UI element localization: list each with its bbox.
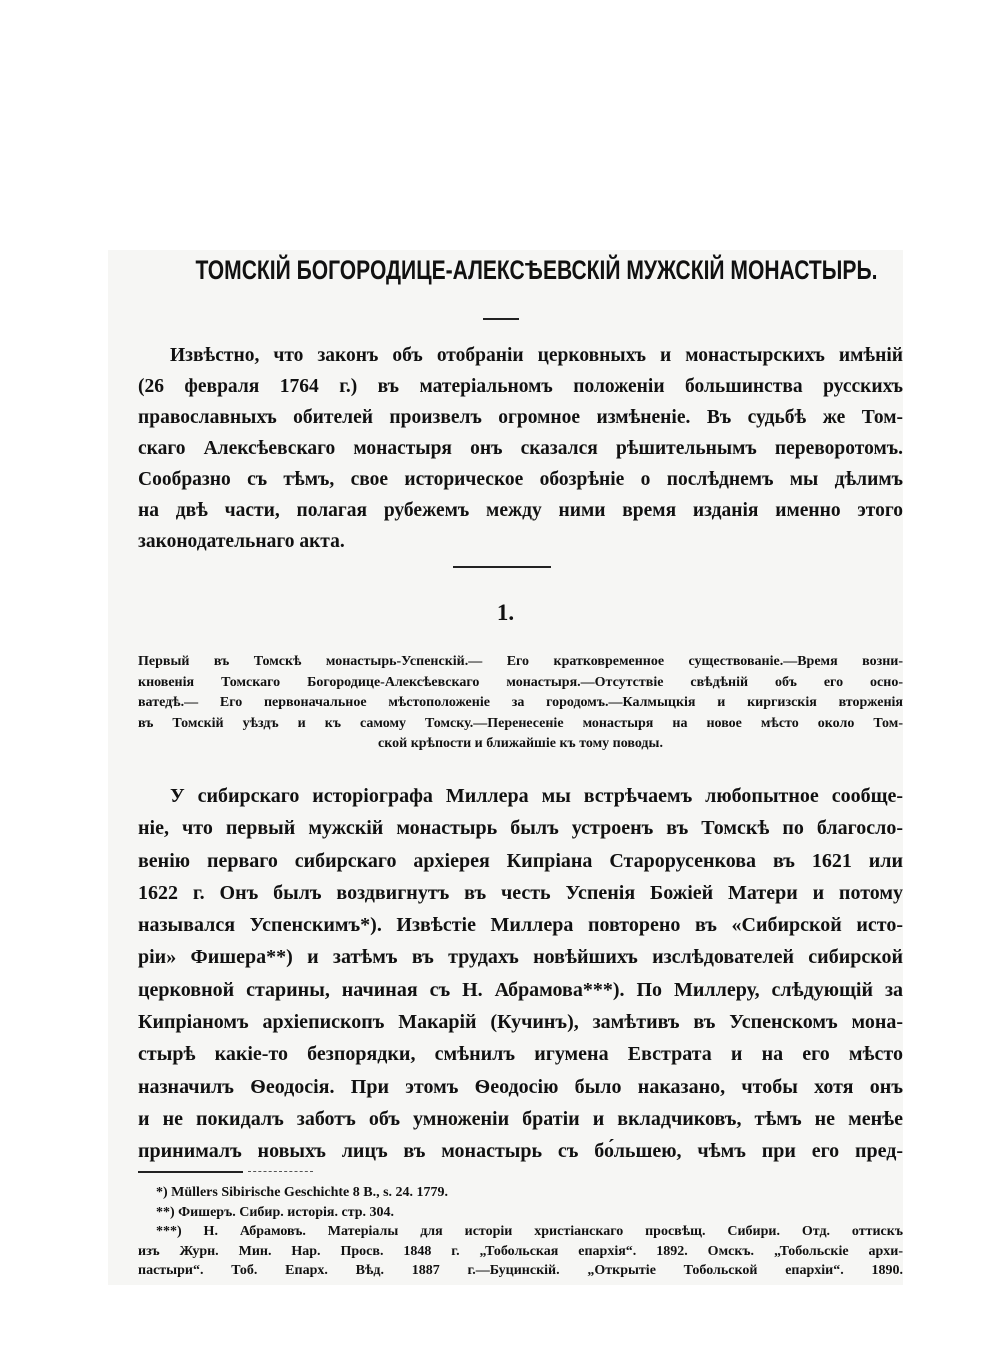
body-paragraph (138, 780, 903, 1168)
intro-line: Сообразно съ тѣмъ, свое историческое обозрѣніе о послѣднемъ мы дѣлимъ (138, 469, 903, 490)
body-line: У сибирскаго исторіографа Миллера мы встрѣчаемъ любопытное сообще- (170, 785, 903, 807)
footnotes (138, 1183, 903, 1281)
summary-line: въ Томскій уѣздъ и къ самому Томску.—Перенесеніе монастыря на новое мѣсто около Том- (138, 715, 903, 731)
body-line: и не покидалъ заботъ объ умноженіи братіи и вкладчиковъ, тѣмъ не менѣе (138, 1107, 903, 1130)
footnote-3-line: изъ Журн. Мин. Нар. Просв. 1848 г. „Тобольская епархія“. 1892. Омскъ. „Тобольскіе архи- (138, 1243, 903, 1259)
body-line: назначилъ Ѳеодосія. При этомъ Ѳеодосію было наказано, чтобы хотя онъ (138, 1075, 903, 1098)
footnote-2: **) Фишеръ. Сибир. исторія. стр. 304. (156, 1204, 395, 1220)
intro-line: Извѣстно, что законъ объ отобраніи церковныхъ и монастырскихъ имѣній (170, 345, 903, 366)
book-page (108, 250, 903, 1285)
body-line: стырѣ какіе-то безпорядки, смѣнилъ игумена Евстрата и на его мѣсто (138, 1043, 903, 1066)
intro-line: скаго Алексѣевскаго монастыря онъ сказался рѣшительнымъ переворотомъ. (138, 438, 903, 459)
body-line: ніе, что первый мужскій монастырь былъ устроенъ въ Томскѣ по благосло- (138, 817, 903, 840)
summary-line: ской крѣпости и ближайшіе къ тому поводы. (378, 736, 663, 751)
body-line: ріи» Фишера**) и затѣмъ въ трудахъ новѣйшихъ изслѣдователей сибирской (138, 946, 903, 969)
body-line: венію перваго сибирскаго архіерея Кипріана Старорусенкова въ 1621 или (138, 849, 903, 872)
page-title: ТОМСКІЙ БОГОРОДИЦЕ-АЛЕКСѢЕВСКІЙ МУЖСКІЙ МОНАСТЫРЬ. (195, 255, 878, 285)
intro-line: (26 февраля 1764 г.) въ матеріальномъ положеніи большинства русскихъ (138, 376, 903, 397)
intro-line: на двѣ части, полагая рубежемъ между ними время изданія именно этого (138, 500, 903, 521)
title-divider (483, 318, 519, 320)
summary-line: ватедѣ.— Его первоначальное мѣстоположеніе за городомъ.—Калмыцкія и киргизскія вторженія (138, 695, 903, 710)
body-line: назывался Успенскимъ*). Извѣстіе Миллера повторено въ «Сибирской исто- (138, 914, 903, 937)
footnote-3-line: ***) Н. Абрамовъ. Матеріалы для исторіи христіанскаго просвѣщ. Сибири. Отд. оттискъ (156, 1224, 903, 1239)
intro-line: православныхъ обителей произвелъ огромное измѣненіе. Въ судьбѣ же Том- (138, 407, 903, 428)
body-line: принималъ новыхъ лицъ въ монастырь съ бо́льшею, чѣмъ при его пред- (138, 1140, 903, 1163)
body-line: 1622 г. Онъ былъ воздвигнутъ въ честь Успенія Божіей Матери и потому (138, 881, 903, 904)
section-divider (453, 566, 551, 568)
intro-line: законодательнаго акта. (138, 531, 345, 552)
body-line: церковной старины, начиная съ Н. Абрамова***). По Миллеру, слѣдующій за (138, 978, 903, 1001)
intro-paragraph (138, 340, 903, 557)
chapter-summary (138, 652, 903, 755)
body-line: Кипріаномъ архіепископъ Макарій (Кучинъ), замѣтивъ въ Успенскомъ мона- (138, 1011, 903, 1034)
footnote-rule-dashed (248, 1171, 313, 1172)
section-number: 1. (496, 600, 515, 625)
footnote-3-line: пастыри“. Тоб. Епарх. Вѣд. 1887 г.—Буцинскій. „Открытіе Тобольской епархіи“. 1890. (138, 1263, 903, 1278)
footnote-rule (138, 1171, 243, 1173)
footnote-1: *) Müllers Sibirische Geschichte 8 B., s. 24. 1779. (156, 1185, 449, 1200)
summary-line: кновенія Томскаго Богородице-Алексѣевскаго монастыря.—Отсутствіе свѣдѣній объ его осно- (138, 674, 903, 690)
summary-line: Первый въ Томскѣ монастырь-Успенскій.— Его кратковременное существованіе.—Время возни- (138, 654, 903, 669)
